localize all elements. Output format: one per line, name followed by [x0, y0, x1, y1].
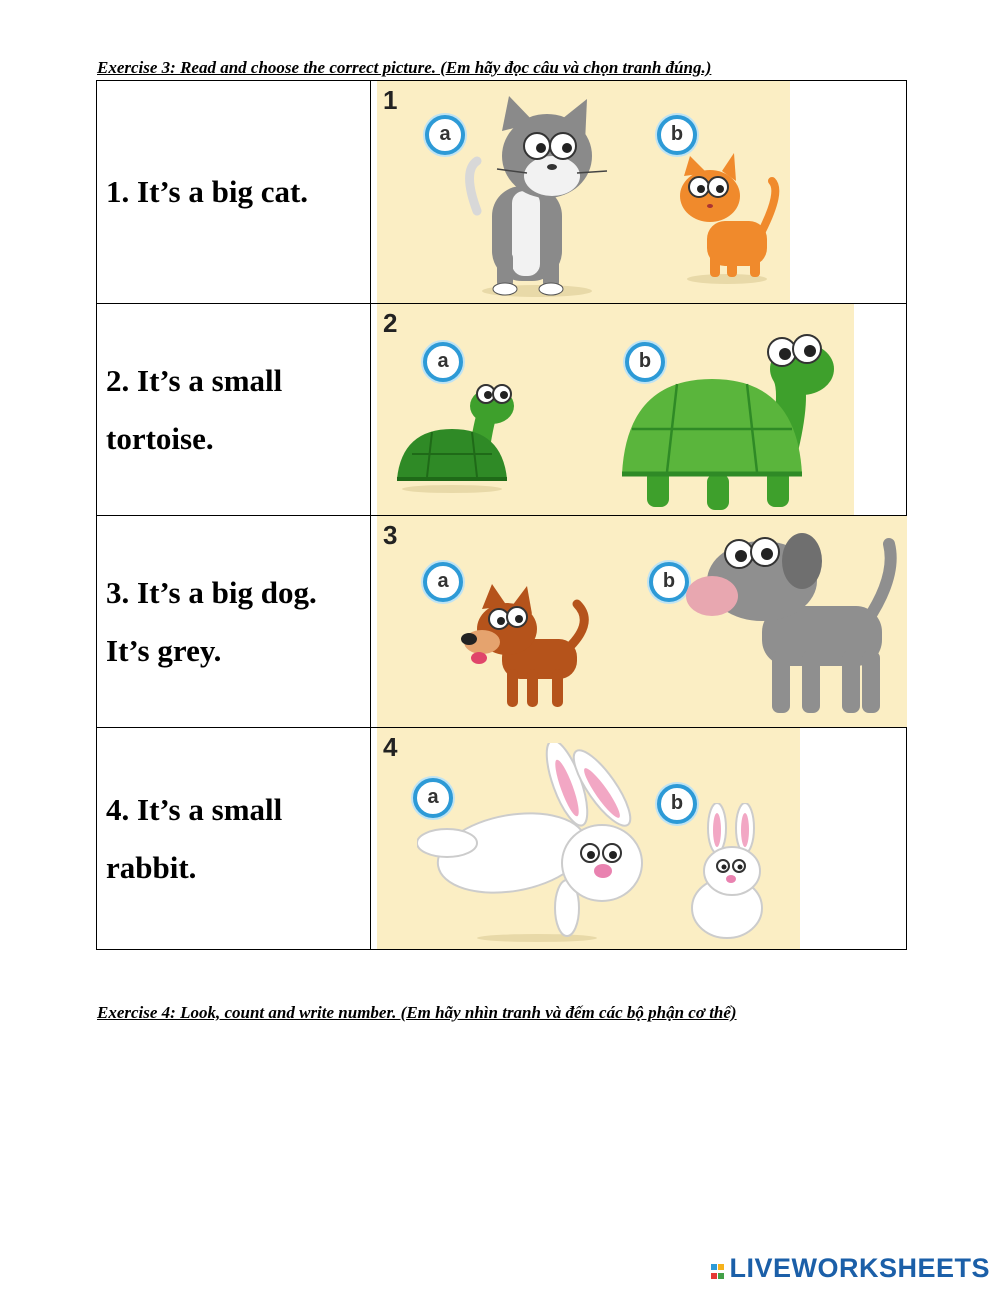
picture-cell — [371, 304, 907, 516]
picture-cell — [371, 516, 907, 728]
sentence-cell — [97, 516, 371, 728]
picture-cell — [371, 81, 907, 304]
exercise-4-title: Exercise 4: Look, count and write number. (Em hãy nhìn tranh và đếm các bộ phận cơ thể) — [97, 1003, 737, 1022]
small-brown-dog-icon[interactable] — [457, 584, 607, 714]
picture-number: 2 — [383, 308, 398, 338]
sentence-cell — [97, 81, 371, 304]
table-row — [97, 81, 907, 304]
table-row — [97, 516, 907, 728]
picture-panel — [377, 304, 854, 515]
table-row — [97, 728, 907, 950]
exercise-3-table — [96, 80, 907, 950]
picture-cell — [371, 728, 907, 950]
option-b-badge[interactable]: b — [649, 562, 689, 602]
sentence-line-1: 1. It’s a big cat. — [106, 174, 309, 209]
sentence-line-2: rabbit. — [106, 849, 197, 885]
sentence-line-1: 2. It’s a small — [106, 362, 283, 398]
sentence-cell — [97, 304, 371, 516]
small-tortoise-icon[interactable] — [392, 374, 527, 494]
logo-grid-icon — [711, 1261, 725, 1279]
option-a-badge[interactable]: a — [423, 562, 463, 602]
sentence-line-2: It’s grey. — [106, 632, 222, 668]
option-a-badge[interactable]: a — [425, 115, 465, 155]
big-tortoise-icon[interactable] — [617, 334, 842, 514]
option-a-badge[interactable]: a — [413, 778, 453, 818]
exercise-3-title: Exercise 3: Read and choose the correct picture. (Em hãy đọc câu và chọn tranh đúng.) — [97, 58, 712, 77]
option-b-badge[interactable]: b — [625, 342, 665, 382]
small-orange-cat-icon[interactable] — [672, 151, 787, 286]
option-a-badge[interactable]: a — [423, 342, 463, 382]
picture-panel — [377, 728, 800, 949]
liveworksheets-logo — [711, 1253, 990, 1284]
option-b-badge[interactable]: b — [657, 115, 697, 155]
option-b-badge[interactable]: b — [657, 784, 697, 824]
sentence-line-1: 4. It’s a small — [106, 791, 283, 827]
logo-text: LIVEWORKSHEETS — [729, 1253, 990, 1283]
big-grey-dog-icon[interactable] — [677, 526, 902, 721]
big-white-rabbit-icon[interactable] — [417, 743, 647, 943]
picture-number: 1 — [383, 85, 398, 115]
picture-number: 3 — [383, 520, 398, 550]
sentence-line-1: 3. It’s a big dog. — [106, 574, 317, 610]
big-grey-cat-icon[interactable] — [457, 91, 617, 301]
sentence-cell — [97, 728, 371, 950]
small-white-rabbit-icon[interactable] — [687, 803, 777, 943]
picture-panel — [377, 516, 907, 727]
sentence-line-2: tortoise. — [106, 420, 214, 456]
picture-panel — [377, 81, 790, 303]
picture-number: 4 — [383, 732, 398, 762]
table-row — [97, 304, 907, 516]
